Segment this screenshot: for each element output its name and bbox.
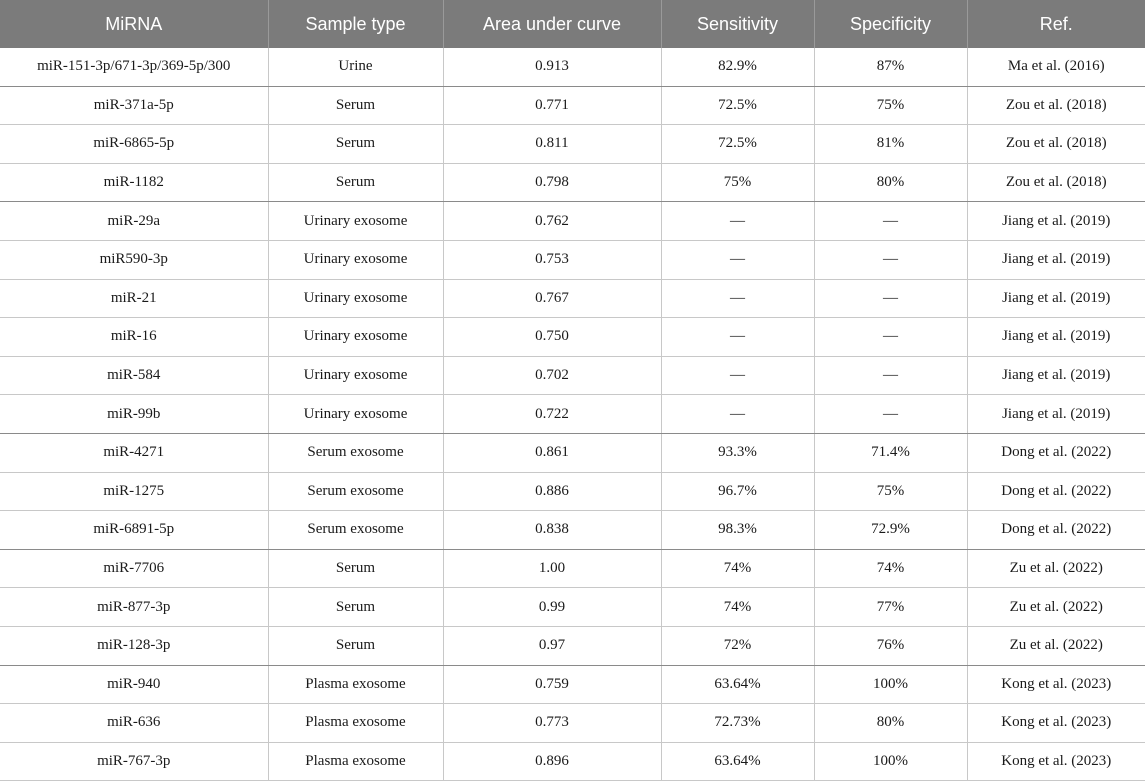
cell-ref: Zou et al. (2018)	[967, 125, 1145, 164]
cell-sensitivity: —	[661, 202, 814, 241]
table-row	[0, 395, 1145, 434]
cell-sensitivity: 72.5%	[661, 86, 814, 125]
cell-specificity: 81%	[814, 125, 967, 164]
table-row	[0, 511, 1145, 550]
cell-specificity: —	[814, 202, 967, 241]
table-row	[0, 704, 1145, 743]
cell-mirna: miR-151-3p/671-3p/369-5p/300	[0, 48, 268, 86]
cell-ref: Ma et al. (2016)	[967, 48, 1145, 86]
cell-specificity: —	[814, 240, 967, 279]
table-row	[0, 588, 1145, 627]
cell-sample-type: Urinary exosome	[268, 202, 443, 241]
cell-specificity: —	[814, 279, 967, 318]
cell-sample-type: Serum exosome	[268, 472, 443, 511]
cell-auc: 0.722	[443, 395, 661, 434]
table-body	[0, 48, 1145, 781]
table-row	[0, 665, 1145, 704]
cell-auc: 0.753	[443, 240, 661, 279]
cell-auc: 0.99	[443, 588, 661, 627]
cell-sensitivity: 72.5%	[661, 125, 814, 164]
cell-sample-type: Serum	[268, 588, 443, 627]
cell-sample-type: Urine	[268, 48, 443, 86]
cell-mirna: miR-128-3p	[0, 626, 268, 665]
cell-ref: Dong et al. (2022)	[967, 472, 1145, 511]
table-row	[0, 240, 1145, 279]
cell-sensitivity: 72.73%	[661, 704, 814, 743]
cell-auc: 0.97	[443, 626, 661, 665]
cell-ref: Jiang et al. (2019)	[967, 240, 1145, 279]
cell-sensitivity: 63.64%	[661, 742, 814, 781]
table-row	[0, 626, 1145, 665]
table-row	[0, 163, 1145, 202]
cell-specificity: —	[814, 318, 967, 357]
cell-mirna: miR-636	[0, 704, 268, 743]
cell-auc: 0.759	[443, 665, 661, 704]
cell-ref: Zu et al. (2022)	[967, 588, 1145, 627]
cell-auc: 0.913	[443, 48, 661, 86]
cell-mirna: miR-1182	[0, 163, 268, 202]
cell-auc: 0.798	[443, 163, 661, 202]
cell-sensitivity: 72%	[661, 626, 814, 665]
table-row	[0, 202, 1145, 241]
cell-sample-type: Urinary exosome	[268, 395, 443, 434]
cell-mirna: miR-7706	[0, 549, 268, 588]
cell-auc: 0.811	[443, 125, 661, 164]
cell-ref: Jiang et al. (2019)	[967, 395, 1145, 434]
cell-mirna: miR-877-3p	[0, 588, 268, 627]
table-row	[0, 279, 1145, 318]
cell-ref: Zou et al. (2018)	[967, 163, 1145, 202]
cell-mirna: miR-99b	[0, 395, 268, 434]
table-row	[0, 356, 1145, 395]
cell-specificity: 72.9%	[814, 511, 967, 550]
cell-mirna: miR-21	[0, 279, 268, 318]
cell-sensitivity: 75%	[661, 163, 814, 202]
cell-mirna: miR-371a-5p	[0, 86, 268, 125]
cell-specificity: 75%	[814, 86, 967, 125]
cell-sample-type: Serum	[268, 125, 443, 164]
cell-sample-type: Urinary exosome	[268, 318, 443, 357]
cell-mirna: miR-29a	[0, 202, 268, 241]
header-specificity: Specificity	[814, 0, 967, 48]
cell-auc: 0.767	[443, 279, 661, 318]
cell-ref: Dong et al. (2022)	[967, 511, 1145, 550]
cell-auc: 0.896	[443, 742, 661, 781]
cell-sample-type: Plasma exosome	[268, 665, 443, 704]
cell-sample-type: Serum exosome	[268, 433, 443, 472]
cell-sample-type: Serum	[268, 549, 443, 588]
cell-ref: Jiang et al. (2019)	[967, 279, 1145, 318]
cell-ref: Zou et al. (2018)	[967, 86, 1145, 125]
table-row	[0, 433, 1145, 472]
cell-specificity: 87%	[814, 48, 967, 86]
cell-specificity: —	[814, 356, 967, 395]
cell-sensitivity: 93.3%	[661, 433, 814, 472]
header-row	[0, 0, 1145, 48]
cell-auc: 0.771	[443, 86, 661, 125]
cell-auc: 0.838	[443, 511, 661, 550]
cell-ref: Dong et al. (2022)	[967, 433, 1145, 472]
table-row	[0, 472, 1145, 511]
cell-sensitivity: —	[661, 356, 814, 395]
cell-sensitivity: 74%	[661, 588, 814, 627]
cell-sample-type: Urinary exosome	[268, 279, 443, 318]
cell-sample-type: Serum exosome	[268, 511, 443, 550]
cell-specificity: 100%	[814, 742, 967, 781]
cell-sensitivity: 98.3%	[661, 511, 814, 550]
cell-sensitivity: 63.64%	[661, 665, 814, 704]
cell-sensitivity: 82.9%	[661, 48, 814, 86]
cell-mirna: miR590-3p	[0, 240, 268, 279]
cell-ref: Jiang et al. (2019)	[967, 202, 1145, 241]
cell-sensitivity: —	[661, 240, 814, 279]
cell-auc: 0.886	[443, 472, 661, 511]
cell-mirna: miR-6865-5p	[0, 125, 268, 164]
table-row	[0, 86, 1145, 125]
table-row	[0, 742, 1145, 781]
cell-mirna: miR-940	[0, 665, 268, 704]
cell-ref: Kong et al. (2023)	[967, 742, 1145, 781]
cell-sample-type: Urinary exosome	[268, 356, 443, 395]
cell-specificity: 75%	[814, 472, 967, 511]
header-auc: Area under curve	[443, 0, 661, 48]
cell-ref: Zu et al. (2022)	[967, 549, 1145, 588]
table-header	[0, 0, 1145, 48]
cell-specificity: 100%	[814, 665, 967, 704]
cell-ref: Kong et al. (2023)	[967, 665, 1145, 704]
cell-specificity: 77%	[814, 588, 967, 627]
cell-mirna: miR-6891-5p	[0, 511, 268, 550]
cell-sample-type: Plasma exosome	[268, 704, 443, 743]
cell-ref: Zu et al. (2022)	[967, 626, 1145, 665]
cell-specificity: 74%	[814, 549, 967, 588]
cell-mirna: miR-16	[0, 318, 268, 357]
cell-mirna: miR-767-3p	[0, 742, 268, 781]
cell-sample-type: Plasma exosome	[268, 742, 443, 781]
cell-sample-type: Serum	[268, 86, 443, 125]
header-ref: Ref.	[967, 0, 1145, 48]
header-sensitivity: Sensitivity	[661, 0, 814, 48]
cell-auc: 0.702	[443, 356, 661, 395]
table-row	[0, 48, 1145, 86]
cell-specificity: 71.4%	[814, 433, 967, 472]
cell-mirna: miR-4271	[0, 433, 268, 472]
cell-specificity: —	[814, 395, 967, 434]
cell-sample-type: Serum	[268, 626, 443, 665]
cell-auc: 0.861	[443, 433, 661, 472]
cell-sensitivity: —	[661, 395, 814, 434]
cell-auc: 1.00	[443, 549, 661, 588]
cell-specificity: 76%	[814, 626, 967, 665]
cell-mirna: miR-1275	[0, 472, 268, 511]
table-row	[0, 125, 1145, 164]
cell-ref: Kong et al. (2023)	[967, 704, 1145, 743]
cell-sensitivity: 96.7%	[661, 472, 814, 511]
cell-sample-type: Urinary exosome	[268, 240, 443, 279]
cell-ref: Jiang et al. (2019)	[967, 318, 1145, 357]
cell-auc: 0.762	[443, 202, 661, 241]
cell-sample-type: Serum	[268, 163, 443, 202]
cell-sensitivity: 74%	[661, 549, 814, 588]
table-row	[0, 318, 1145, 357]
header-sample-type: Sample type	[268, 0, 443, 48]
cell-mirna: miR-584	[0, 356, 268, 395]
header-mirna: MiRNA	[0, 0, 268, 48]
cell-auc: 0.750	[443, 318, 661, 357]
cell-specificity: 80%	[814, 163, 967, 202]
cell-ref: Jiang et al. (2019)	[967, 356, 1145, 395]
cell-auc: 0.773	[443, 704, 661, 743]
cell-sensitivity: —	[661, 279, 814, 318]
table-row	[0, 549, 1145, 588]
cell-sensitivity: —	[661, 318, 814, 357]
cell-specificity: 80%	[814, 704, 967, 743]
